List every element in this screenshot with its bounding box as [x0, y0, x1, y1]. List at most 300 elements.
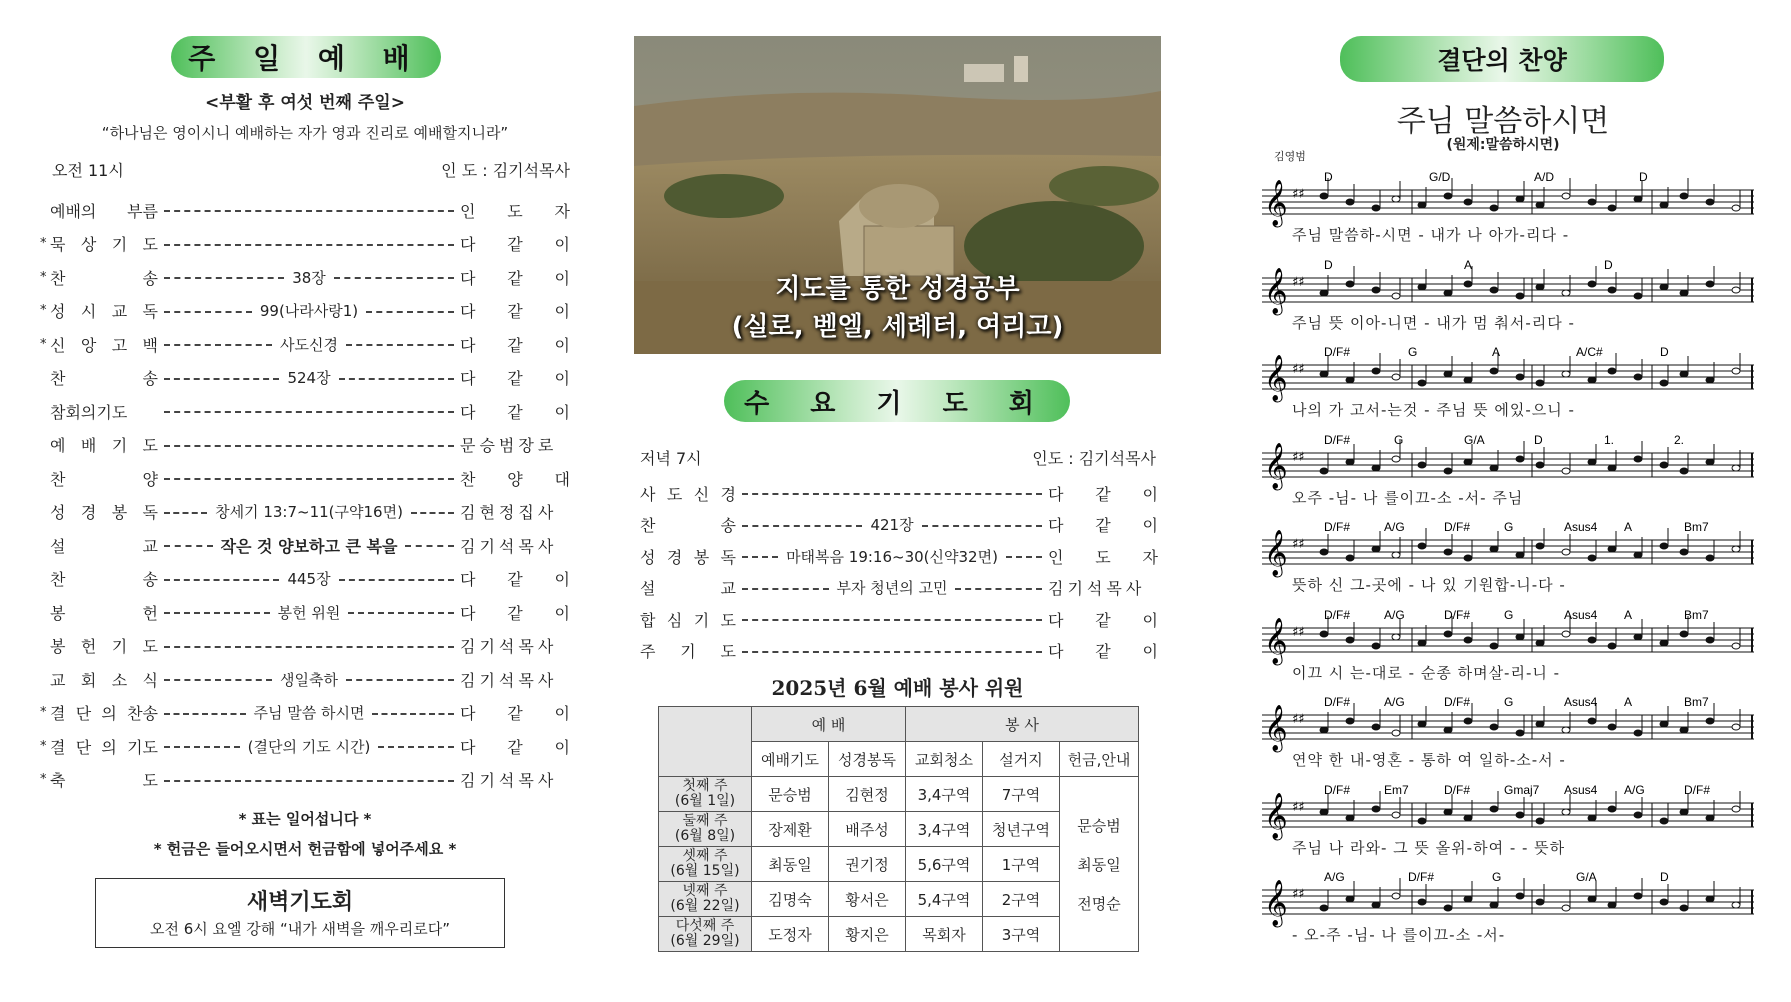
wed-order-name: 성 경 봉 독: [640, 547, 736, 567]
note-head: [1346, 555, 1354, 561]
order-name: 성 시 교 독: [50, 302, 158, 321]
chord-symbol: G/A: [1464, 432, 1485, 447]
note-head: [1588, 896, 1596, 902]
dawn-prayer-title: 새벽기도회: [246, 890, 354, 915]
service-cell: 5,4구역: [906, 882, 983, 917]
note-head: [1706, 718, 1714, 724]
song-subtitle: (원제:말씀하시면): [1446, 137, 1560, 153]
wed-order-name: 설 교: [640, 579, 736, 598]
lyric-line: 오주 -님- 나 를이끄-소 -서- 주님: [1292, 488, 1524, 507]
note-head: [1372, 546, 1380, 552]
stand-mark: *: [40, 236, 47, 251]
key-sharp-icon: ♯♯: [1292, 274, 1305, 290]
note-head: [1392, 634, 1400, 640]
chord-symbol: D: [1324, 257, 1333, 272]
chord-symbol: A: [1464, 257, 1473, 272]
service-header-cell: 교회청소: [906, 742, 983, 777]
note-head: [1516, 293, 1524, 299]
order-content: [164, 669, 454, 690]
note-head: [1372, 724, 1380, 730]
stand-mark: *: [40, 303, 47, 318]
note-head: [1562, 631, 1570, 637]
service-cell: 3,4구역: [906, 812, 983, 847]
order-row: [40, 500, 570, 524]
chord-symbol: D/F#: [1444, 695, 1471, 709]
staff-lines: [1262, 518, 1754, 578]
order-leader: 김기석목사: [460, 637, 558, 656]
stand-mark: *: [40, 705, 47, 720]
key-sharp-icon: ♯♯: [1292, 362, 1305, 377]
service-cell: 김명숙: [752, 882, 829, 917]
note-head: [1418, 899, 1426, 905]
note-head: [1490, 205, 1498, 211]
worship-time: 오전 11시: [52, 161, 124, 180]
order-content-text: 445장: [287, 570, 331, 588]
note-head: [1490, 546, 1498, 552]
order-content-text: 생일축하: [280, 670, 338, 689]
chord-symbol: A: [1624, 607, 1633, 622]
note-head: [1346, 637, 1354, 643]
note-head: [1634, 634, 1642, 640]
wed-order-content-text: 마태복음 19:16~30(신약32면): [786, 547, 998, 566]
note-head: [1444, 193, 1452, 199]
music-staff: [1262, 431, 1754, 521]
note-head: [1418, 721, 1426, 727]
music-staff: [1262, 693, 1754, 783]
offering-name: 문승범: [1077, 816, 1121, 835]
order-content: [164, 534, 454, 557]
note-head: [1490, 806, 1498, 812]
order-content-text: 봉헌 위원: [277, 603, 341, 622]
wed-order-name: 사 도 신 경: [640, 484, 736, 504]
order-content: [164, 209, 454, 211]
wed-order-content: [742, 650, 1042, 652]
note-head: [1418, 543, 1426, 549]
wednesday-leader: 인도 : 김기석목사: [1032, 449, 1156, 468]
wed-order-name: 합 심 기 도: [640, 610, 736, 630]
note-head: [1490, 643, 1498, 649]
order-row: [40, 734, 570, 758]
order-content: [164, 736, 454, 757]
note-head: [1516, 634, 1524, 640]
note-head: [1464, 377, 1472, 383]
service-row: [659, 777, 1139, 812]
note-head: [1634, 730, 1642, 736]
music-staff: [1262, 518, 1754, 608]
order-leader: 다 같 이: [460, 570, 570, 589]
order-content: [164, 702, 454, 723]
lyric-line: 뜻하 신 그-곳에 - 나 있 기원합-니-다 -: [1292, 576, 1566, 594]
order-leader: 인 도 자: [460, 201, 570, 221]
order-row: [40, 399, 570, 423]
service-cell: 목회자: [906, 917, 983, 952]
chord-symbol: Asus4: [1564, 695, 1598, 709]
note-head: [1634, 552, 1642, 558]
note-head: [1392, 893, 1400, 899]
note-head: [1490, 368, 1498, 374]
wed-order-name: 주 기 도: [640, 642, 736, 661]
order-content-text: 창세기 13:7~11(구약16면): [215, 503, 403, 521]
note-head: [1464, 555, 1472, 561]
wed-order-content: [742, 577, 1042, 598]
note-head: [1588, 281, 1596, 287]
note-head: [1346, 281, 1354, 287]
chord-symbol: D/F#: [1408, 870, 1435, 884]
chord-symbol: Em7: [1384, 782, 1409, 797]
order-row: [40, 600, 570, 624]
hymn-header: 결단의 찬양: [1340, 36, 1664, 82]
note-head: [1444, 631, 1452, 637]
note-head: [1536, 284, 1544, 290]
note-head: [1562, 905, 1570, 911]
note-head: [1706, 281, 1714, 287]
music-staff: [1262, 343, 1754, 433]
order-leader: 다 같 이: [460, 335, 570, 355]
chord-symbol: A/C#: [1576, 345, 1603, 359]
note-head: [1680, 905, 1688, 911]
order-name: 봉 헌 기 도: [50, 637, 158, 656]
note-head: [1588, 637, 1596, 643]
wed-order-leader: 다 같 이: [1048, 516, 1158, 535]
note-head: [1516, 552, 1524, 558]
chord-symbol: 2.: [1674, 432, 1685, 447]
note-head: [1634, 812, 1642, 818]
note-head: [1588, 459, 1596, 465]
chord-symbol: A/D: [1534, 170, 1555, 184]
key-sharp-icon: ♯♯: [1292, 624, 1305, 640]
wed-order-row: [640, 543, 1158, 569]
group-worship: 예 배: [752, 707, 906, 742]
order-name: 찬 양: [50, 469, 158, 489]
note-head: [1392, 293, 1400, 299]
order-content-text: 주님 말씀 하시면: [253, 704, 365, 722]
order-row: [40, 768, 570, 792]
order-name: 결 단 의 찬송: [50, 704, 158, 723]
note-head: [1660, 284, 1668, 290]
note-head: [1680, 193, 1688, 199]
service-title: 2025년 6월 예배 봉사 위원: [771, 676, 1024, 700]
note-head: [1608, 205, 1616, 211]
chord-symbol: A/G: [1384, 607, 1405, 622]
note-head: [1608, 643, 1616, 649]
note-head: [1660, 640, 1668, 646]
wed-order-leader: 다 같 이: [1048, 610, 1158, 630]
week-cell: 셋째 주 (6월 15일): [659, 847, 752, 882]
chord-symbol: G/D: [1429, 170, 1451, 184]
note-head: [1706, 459, 1714, 465]
chord-symbol: D/F#: [1444, 782, 1471, 797]
dawn-prayer-text: 오전 6시 요엘 강해 “내가 새벽을 깨우리로다”: [149, 920, 451, 938]
chord-symbol: A: [1624, 520, 1633, 534]
order-leader: 다 같 이: [460, 704, 570, 723]
note-head: [1706, 815, 1714, 821]
staff-lines: [1262, 168, 1754, 228]
order-content-text: 38장: [292, 268, 326, 287]
note-head: [1634, 196, 1642, 202]
order-name: 참회의기도: [50, 402, 128, 422]
wed-order-leader: 인 도 자: [1048, 547, 1158, 567]
chord-symbol: G/A: [1576, 870, 1597, 884]
lyric-line: 이끄 시 는-대로 - 순종 하며살-리-니 -: [1292, 663, 1561, 682]
note-head: [1516, 456, 1524, 462]
order-content: [164, 367, 454, 388]
note-head: [1516, 812, 1524, 818]
key-sharp-icon: ♯♯: [1292, 537, 1305, 552]
note-head: [1660, 462, 1668, 468]
note-head: [1680, 290, 1688, 296]
note-head: [1346, 815, 1354, 821]
chord-symbol: D: [1660, 345, 1669, 359]
order-name: 찬 송: [50, 369, 158, 388]
note-head: [1562, 468, 1570, 474]
wed-order-content: [742, 492, 1042, 494]
worship-leader: 인 도 : 김기석목사: [441, 161, 570, 180]
note-head: [1418, 380, 1426, 386]
note-head: [1732, 205, 1740, 211]
note-head: [1536, 543, 1544, 549]
note-head: [1320, 727, 1328, 733]
treble-clef-icon: 𝄞: [1264, 180, 1288, 226]
staff-lines: [1262, 868, 1754, 928]
note-head: [1372, 806, 1380, 812]
bible-map-photo: [634, 36, 1161, 354]
staff-lines: [1262, 606, 1754, 666]
order-row: [40, 232, 570, 256]
note-head: [1562, 809, 1570, 815]
note-head: [1516, 196, 1524, 202]
service-cell: 최동일: [752, 847, 829, 882]
note-head: [1418, 202, 1426, 208]
key-sharp-icon: ♯♯: [1292, 449, 1305, 465]
note-head: [1320, 905, 1328, 911]
note-head: [1732, 724, 1740, 730]
note-head: [1490, 287, 1498, 293]
order-row: [40, 198, 570, 222]
service-header-cell: 예배기도: [752, 742, 829, 777]
order-row: [40, 299, 570, 323]
offering-name: 전명순: [1077, 894, 1121, 913]
chord-symbol: D/F#: [1324, 695, 1351, 709]
note-head: [1660, 543, 1668, 549]
staff-lines: [1262, 431, 1754, 491]
service-cell: 5,6구역: [906, 847, 983, 882]
table-corner: [659, 707, 752, 777]
stand-mark: *: [40, 772, 47, 787]
chord-symbol: A/G: [1384, 520, 1405, 534]
service-header-cell: 설거지: [983, 742, 1060, 777]
chord-symbol: G: [1504, 607, 1514, 622]
wed-order-content: [742, 546, 1042, 567]
order-row: [40, 332, 570, 356]
note-head: [1608, 546, 1616, 552]
song-title: 주님 말씀하시면: [1396, 104, 1610, 139]
offering-cell: [1060, 777, 1139, 952]
order-leader: 다 같 이: [460, 268, 570, 288]
order-content-text: (결단의 기도 시간): [247, 737, 371, 756]
order-content: [164, 645, 454, 647]
note-head: [1372, 902, 1380, 908]
chord-symbol: D: [1604, 257, 1613, 272]
wed-order-row: [640, 575, 1158, 601]
treble-clef-icon: 𝄞: [1264, 442, 1288, 489]
note-head: [1608, 724, 1616, 730]
note-head: [1392, 456, 1400, 462]
note-head: [1706, 199, 1714, 205]
wed-order-leader: 김기석목사: [1048, 579, 1146, 598]
treble-clef-icon: 𝄞: [1264, 792, 1288, 839]
photo-caption-line1: 지도를 통한 성경공부: [775, 274, 1020, 304]
treble-clef-icon: 𝄞: [1264, 705, 1288, 751]
order-name: 설 교: [50, 536, 158, 556]
chord-symbol: A/G: [1324, 870, 1345, 884]
note-head: [1444, 290, 1452, 296]
chord-symbol: G: [1504, 520, 1514, 534]
wed-order-content-text: 부자 청년의 고민: [836, 579, 948, 597]
stand-notice: * 표는 일어섭니다 *: [238, 810, 372, 828]
order-content: [164, 568, 454, 589]
note-head: [1320, 371, 1328, 377]
order-content: [164, 602, 454, 623]
note-head: [1660, 818, 1668, 824]
order-row: [40, 567, 570, 591]
note-head: [1732, 287, 1740, 293]
chord-symbol: G: [1394, 432, 1404, 447]
service-header-cell: 성경봉독: [829, 742, 906, 777]
stand-mark: *: [40, 336, 47, 352]
note-head: [1444, 549, 1452, 555]
note-head: [1464, 637, 1472, 643]
note-head: [1320, 290, 1328, 296]
order-name: 축 도: [50, 771, 158, 790]
note-head: [1562, 371, 1570, 377]
order-content-text: 99(나라사랑1): [259, 302, 359, 320]
music-staff: [1262, 168, 1754, 258]
service-cell: 장제환: [752, 812, 829, 847]
note-head: [1732, 643, 1740, 649]
order-content: [164, 410, 454, 412]
staff-lines: [1262, 781, 1754, 841]
note-head: [1660, 380, 1668, 386]
chord-symbol: Gmaj7: [1504, 782, 1540, 797]
order-content: [164, 243, 454, 245]
note-head: [1680, 809, 1688, 815]
note-head: [1588, 377, 1596, 383]
chord-symbol: Asus4: [1564, 520, 1598, 534]
lyric-line: 주님 나 라와- 그 뜻 올위-하여 - - 뜻하: [1292, 838, 1566, 857]
order-leader: 김기석목사: [460, 670, 558, 690]
wed-order-content: [742, 514, 1042, 535]
chord-symbol: D: [1639, 170, 1648, 184]
order-row: [40, 634, 570, 658]
note-head: [1680, 468, 1688, 474]
wed-order-row: [640, 638, 1158, 664]
note-head: [1660, 202, 1668, 208]
order-row: [40, 701, 570, 725]
note-head: [1660, 899, 1668, 905]
lyric-line: 연약 한 내-영혼 - 통하 여 일하-소-서 -: [1292, 751, 1566, 769]
service-cell: 문승범: [752, 777, 829, 812]
note-head: [1680, 631, 1688, 637]
wed-order-leader: 다 같 이: [1048, 642, 1158, 661]
note-head: [1346, 459, 1354, 465]
note-head: [1372, 465, 1380, 471]
order-name: 성 경 봉 독: [50, 503, 158, 522]
note-head: [1634, 374, 1642, 380]
note-head: [1464, 281, 1472, 287]
note-head: [1562, 727, 1570, 733]
note-head: [1320, 809, 1328, 815]
note-head: [1490, 724, 1498, 730]
chord-symbol: D: [1324, 170, 1333, 184]
order-row: [40, 366, 570, 390]
note-head: [1660, 721, 1668, 727]
music-staff: [1262, 606, 1754, 696]
note-head: [1346, 896, 1354, 902]
service-cell: 3,4구역: [906, 777, 983, 812]
note-head: [1680, 727, 1688, 733]
note-head: [1372, 643, 1380, 649]
note-head: [1634, 293, 1642, 299]
chord-symbol: G: [1492, 870, 1502, 884]
note-head: [1536, 899, 1544, 905]
note-head: [1464, 199, 1472, 205]
order-name: 봉 헌: [50, 603, 158, 623]
chord-symbol: Bm7: [1684, 695, 1709, 709]
music-staff: [1262, 781, 1754, 871]
note-head: [1608, 902, 1616, 908]
group-service: 봉 사: [906, 707, 1139, 742]
service-table: [658, 706, 1139, 952]
chord-symbol: Asus4: [1564, 782, 1598, 797]
note-head: [1608, 368, 1616, 374]
note-head: [1536, 380, 1544, 386]
note-head: [1490, 465, 1498, 471]
note-head: [1444, 727, 1452, 733]
staff-lines: [1262, 343, 1754, 403]
note-head: [1392, 196, 1400, 202]
note-head: [1588, 718, 1596, 724]
key-sharp-icon: ♯♯: [1292, 887, 1305, 902]
note-head: [1588, 815, 1596, 821]
order-leader: 다 같 이: [460, 603, 570, 623]
staff-lines: [1262, 693, 1754, 753]
chord-symbol: D: [1660, 870, 1669, 884]
order-content: [164, 444, 454, 446]
note-head: [1536, 202, 1544, 208]
note-head: [1320, 549, 1328, 555]
order-row: [40, 533, 570, 557]
note-head: [1634, 456, 1642, 462]
treble-clef-icon: 𝄞: [1264, 267, 1288, 314]
order-leader: 다 같 이: [460, 235, 570, 254]
lyric-line: 나의 가 고서-는것 - 주님 뜻 에있-으니 -: [1292, 401, 1575, 419]
service-cell: 배주성: [829, 812, 906, 847]
treble-clef-icon: 𝄞: [1264, 880, 1288, 926]
service-cell: 김현정: [829, 777, 906, 812]
dawn-prayer-box: [95, 878, 505, 948]
week-cell: 넷째 주 (6월 22일): [659, 882, 752, 917]
order-content: [164, 501, 454, 522]
chord-symbol: Bm7: [1684, 520, 1709, 534]
note-head: [1680, 549, 1688, 555]
note-head: [1634, 893, 1642, 899]
note-head: [1706, 896, 1714, 902]
composer: 김영범: [1274, 150, 1306, 163]
chord-symbol: D: [1534, 432, 1543, 447]
wed-order-row: [640, 480, 1158, 506]
staff-lines: [1262, 256, 1754, 316]
order-content: [164, 477, 454, 479]
